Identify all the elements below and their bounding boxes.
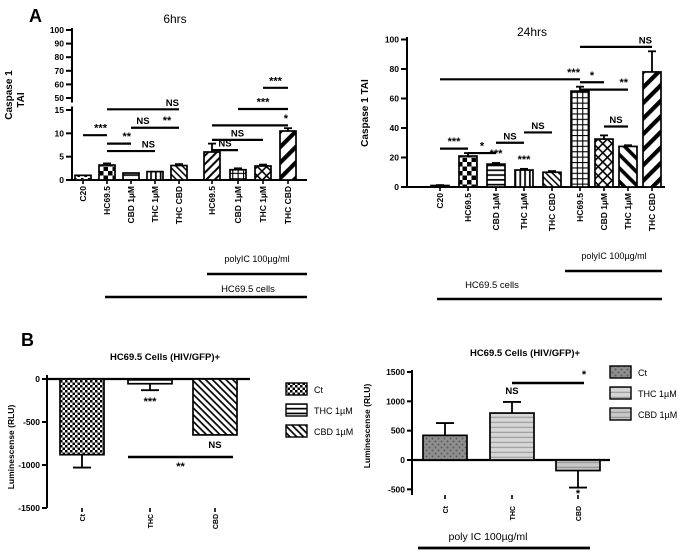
legend-swatch: [610, 387, 631, 399]
chart-luminescence-basal: [0, 320, 354, 559]
sig-label: ***: [567, 66, 580, 79]
bar: [643, 72, 661, 187]
y-tick-label: 70: [54, 65, 64, 76]
x-category-label: THC CBD: [647, 193, 657, 232]
group-label: HC69.5 cells: [221, 284, 275, 295]
group-label: polyIC 100µg/ml: [581, 251, 647, 261]
sig-label: NS: [609, 115, 623, 127]
group-label: polyIC 100µg/ml: [224, 254, 290, 264]
bar: [230, 170, 246, 180]
y-tick-label: 80: [54, 52, 64, 63]
x-category-label: CBD: [576, 506, 583, 522]
y-tick-label: 60: [389, 93, 399, 104]
y-tick-label: 40: [389, 123, 399, 133]
panel-b-label: B: [21, 330, 34, 350]
x-category-label: CBD 1µM: [491, 193, 501, 231]
bar: [193, 379, 237, 435]
y-tick-label: 10: [54, 128, 64, 139]
sig-label: **: [176, 461, 185, 473]
bar: [487, 164, 505, 187]
x-category-label: THC 1µM: [623, 193, 633, 230]
legend-swatch: [286, 425, 307, 437]
legend-label: CBD 1µM: [314, 427, 354, 437]
sig-label: *: [479, 140, 485, 153]
sig-label: ***: [94, 122, 107, 135]
y-tick-label: 80: [389, 64, 399, 74]
bar: [490, 413, 534, 460]
bar: [255, 166, 271, 180]
x-category-label: THC 1µM: [258, 186, 268, 223]
x-category-label: THC: [510, 506, 517, 521]
y-axis-label: Caspase 1 TAI: [360, 79, 371, 147]
y-tick-label: 0: [394, 182, 399, 192]
y-tick-label: 0: [400, 455, 405, 465]
sig-label: ***: [447, 136, 461, 149]
sig-label: **: [122, 131, 131, 144]
chart-caspase-6hrs: [0, 0, 350, 320]
sig-label: *: [283, 112, 288, 125]
bar: [171, 166, 187, 180]
bar: [75, 175, 91, 180]
bar: [128, 379, 172, 384]
y-tick-label: -500: [387, 484, 405, 495]
sig-label: *: [575, 488, 581, 500]
x-category-label: THC CBD: [174, 186, 184, 225]
legend-label: THC 1µM: [314, 406, 353, 416]
x-category-label: THC 1µM: [150, 186, 160, 223]
sig-label: **: [619, 77, 628, 90]
x-category-label: Ct: [443, 506, 450, 514]
sig-label: NS: [531, 120, 545, 132]
bar: [147, 172, 163, 180]
legend-swatch: [286, 383, 307, 395]
bar: [60, 379, 104, 455]
sig-label: *: [589, 69, 595, 82]
y-axis-label: Luminescense (RLU): [6, 404, 16, 490]
panel-a-label: A: [29, 6, 42, 26]
sig-label: NS: [503, 131, 517, 143]
bar: [280, 131, 296, 180]
y-tick-label: 1500: [386, 366, 405, 377]
bar: [571, 91, 589, 187]
legend-swatch: [610, 366, 631, 378]
x-category-label: CBD 1µM: [126, 186, 136, 224]
y-tick-label: 1000: [386, 396, 405, 407]
y-tick-label: 60: [54, 79, 64, 90]
x-category-label: C20: [435, 193, 445, 209]
sig-label: *: [581, 369, 587, 381]
bar: [459, 156, 477, 187]
bar: [423, 435, 467, 460]
sig-label: ***: [143, 396, 157, 408]
sig-label: NS: [218, 138, 232, 150]
bar: [595, 139, 613, 187]
bar: [556, 460, 600, 471]
chart-title: HC69.5 Cells (HIV/GFP)+: [109, 352, 221, 363]
y-tick-label: 100: [49, 25, 64, 35]
sig-label: ***: [269, 75, 282, 88]
chart-caspase-24hrs: [350, 0, 699, 320]
chart-luminescence-polyic: [350, 320, 699, 559]
bar: [204, 152, 220, 180]
y-tick-label: 50: [54, 93, 64, 103]
chart-title: 24hrs: [516, 25, 548, 39]
y-tick-label: 100: [384, 34, 399, 45]
x-category-label: THC 1µM: [519, 193, 529, 230]
x-category-label: HC69.5: [207, 186, 217, 215]
sig-label: ***: [256, 96, 270, 109]
sig-label: NS: [141, 139, 155, 151]
bar: [515, 170, 533, 187]
x-category-label: THC CBD: [547, 193, 557, 232]
bar: [431, 186, 449, 187]
y-tick-label: -1000: [18, 460, 40, 470]
x-category-label: CBD 1µM: [599, 193, 609, 231]
x-category-label: HC69.5: [463, 193, 473, 222]
sig-label: NS: [165, 97, 179, 109]
y-axis-label: Caspase 1: [4, 70, 15, 120]
x-category-label: CBD: [213, 514, 220, 530]
legend-label: CBD 1µM: [638, 410, 678, 420]
sig-label: NS: [208, 440, 222, 451]
legend-label: THC 1µM: [638, 389, 677, 399]
footer-label: poly IC 100µg/ml: [448, 531, 528, 543]
bar: [619, 146, 637, 187]
sig-label: NS: [505, 386, 519, 397]
y-tick-label: 500: [390, 425, 405, 436]
x-category-label: HC69.5: [102, 186, 112, 215]
legend-swatch: [286, 404, 307, 416]
bar: [123, 173, 139, 180]
y-tick-label: 0: [35, 374, 40, 384]
y-tick-label: -1500: [18, 503, 40, 513]
bar: [99, 165, 115, 180]
sig-label: ***: [489, 147, 503, 160]
y-tick-label: -500: [22, 417, 40, 427]
x-category-label: Ct: [80, 514, 87, 522]
y-tick-label: 90: [54, 38, 64, 49]
y-tick-label: 5: [59, 151, 64, 162]
bar: [543, 172, 561, 187]
chart-title: 6hrs: [163, 12, 187, 26]
sig-label: NS: [136, 116, 150, 128]
sig-label: **: [162, 115, 172, 128]
y-tick-label: 0: [59, 175, 64, 185]
group-label: HC69.5 cells: [465, 280, 519, 291]
x-category-label: C20: [78, 186, 88, 202]
y-axis-label: TAI: [16, 92, 27, 108]
x-category-label: THC: [148, 514, 155, 529]
sig-label: NS: [230, 128, 245, 140]
y-tick-label: 15: [54, 104, 64, 115]
x-category-label: CBD 1µM: [233, 186, 243, 224]
x-category-label: THC CBD: [283, 186, 293, 225]
x-category-label: HC69.5: [575, 193, 585, 222]
legend-label: Ct: [638, 368, 647, 378]
sig-label: ***: [517, 153, 531, 166]
legend-label: Ct: [314, 385, 323, 395]
y-axis-label: Luminescense (RLU): [362, 383, 372, 469]
chart-title: HC69.5 Cells (HIV/GFP)+: [469, 348, 581, 359]
y-tick-label: 20: [389, 152, 399, 163]
legend-swatch: [610, 408, 631, 420]
sig-label: NS: [638, 35, 652, 47]
